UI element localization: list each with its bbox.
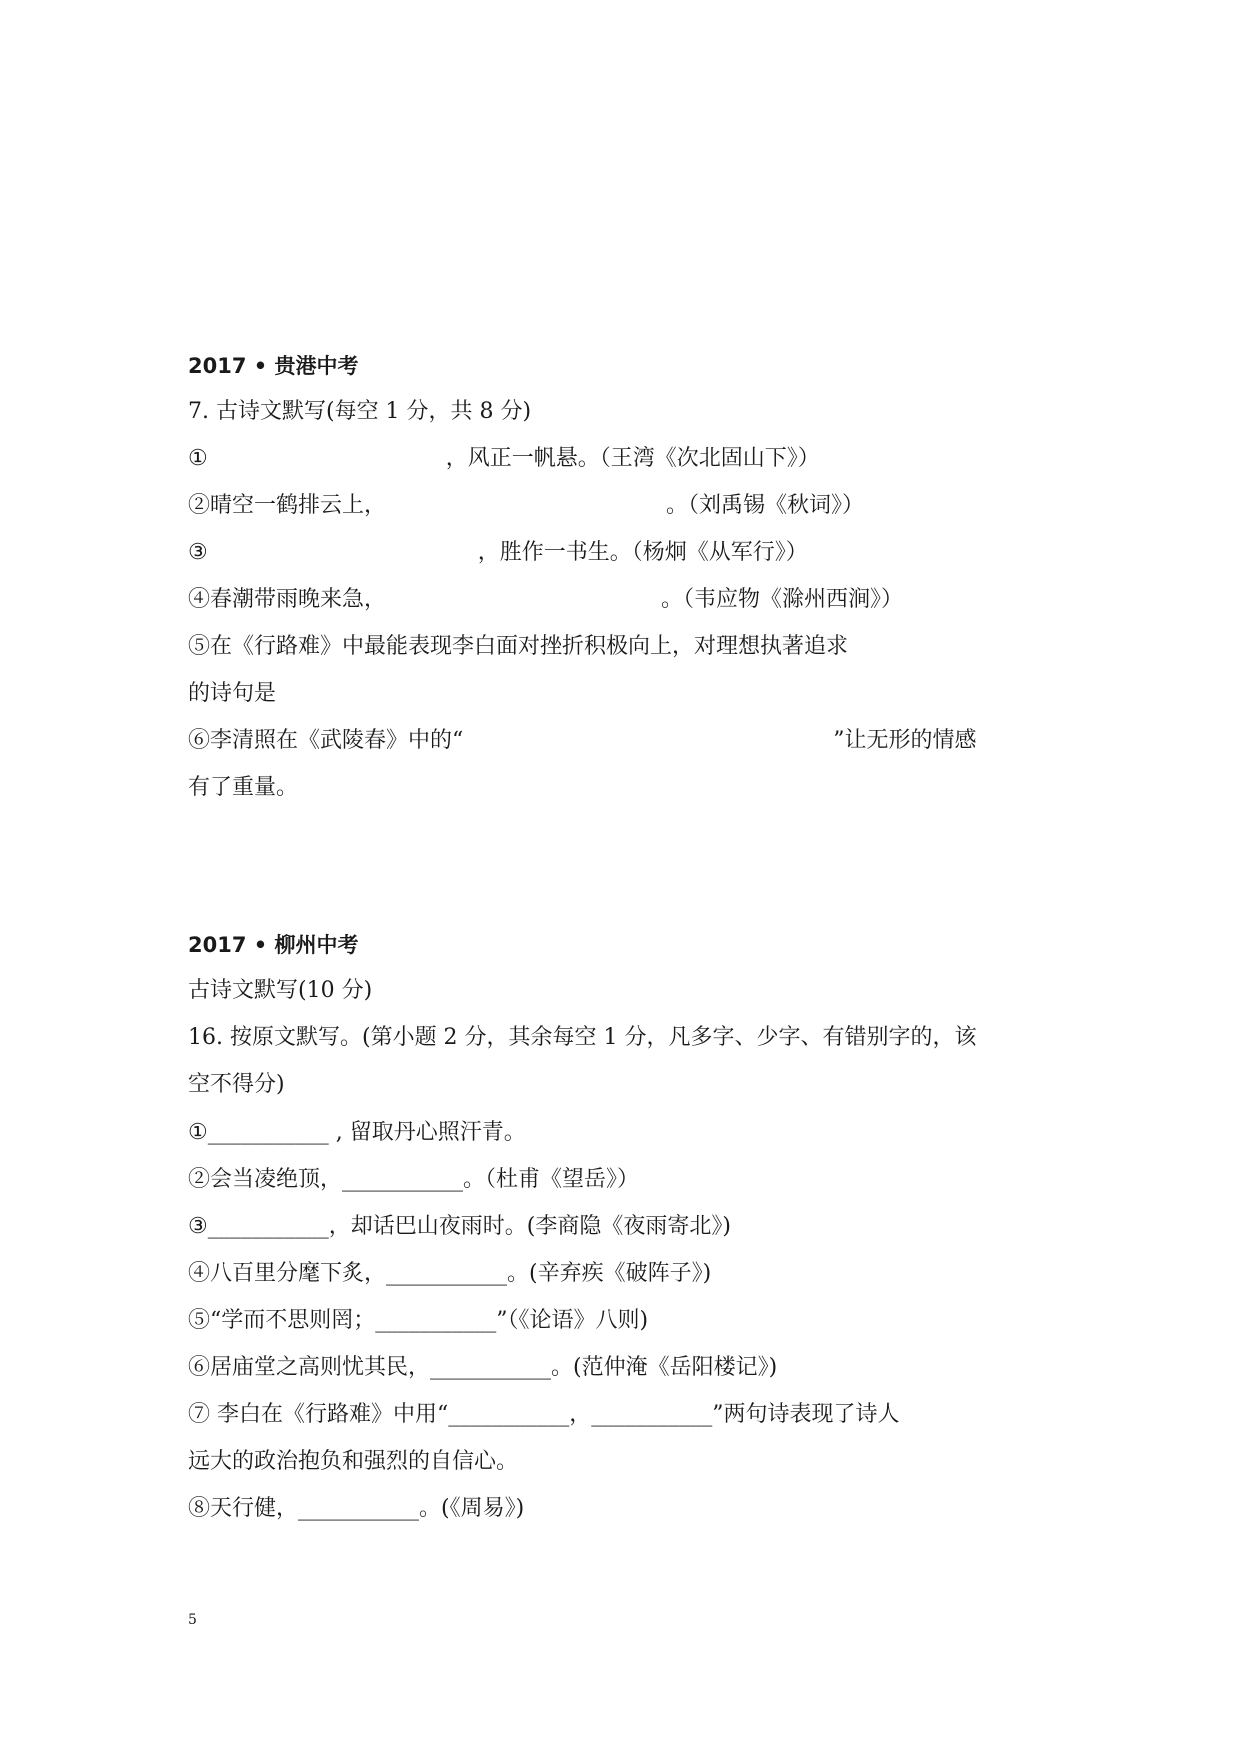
fill-item-3 [188,538,808,568]
item-text: ⑤“学而不思则罔； [188,1308,376,1333]
page-number: 5 [188,1612,197,1628]
answer-blank: ___________ [342,1167,464,1192]
fill-item-6 [188,726,977,756]
item-text: ① [188,1120,208,1145]
item-text: , 留取丹心照汗青。 [328,1120,526,1145]
fill-item-2 [188,1165,639,1195]
item-text: ”（《论语》八则) [496,1308,649,1333]
item-text: ，风正一帆悬。（王湾《次北固山下》） [445,446,820,471]
answer-blank: ___________ [298,1496,420,1521]
fill-item-1 [188,1118,526,1148]
fill-item-7-cont: 远大的政治抱负和强烈的自信心。 [188,1449,519,1474]
item-text: 。（韦应物《滁州西涧》） [661,587,904,612]
answer-blank: ___________ [207,1214,329,1239]
section-heading: 2017 • 柳州中考 [188,933,359,957]
item-text: ②晴空一鹤排云上， [188,493,387,518]
answer-blank: ___________ [430,1355,552,1380]
item-text: ③ [188,1214,208,1239]
item-text: ⑥李清照在《武陵春》中的“ [188,728,464,753]
item-number: ③ [188,540,208,565]
fill-item-2 [188,491,864,521]
fill-item-1 [188,444,820,474]
section-subtitle: 古诗文默写(10 分) [188,978,373,1003]
fill-item-5-cont: 的诗句是 [188,681,277,706]
fill-item-7 [188,1400,900,1430]
item-text: ，胜作一书生。（杨炯《从军行》） [477,540,808,565]
question-instructions-cont: 空不得分) [188,1072,285,1097]
answer-blank: ___________ [591,1402,713,1427]
item-text: ⑥居庙堂之高则忧其民， [188,1355,431,1380]
fill-item-5 [188,1306,648,1336]
item-text: ⑧天行健， [188,1496,299,1521]
item-text: 。(范仲淹《岳阳楼记》) [551,1355,778,1380]
item-text: 。（刘禹锡《秋词》） [666,493,865,518]
fill-item-4 [188,585,903,615]
item-text: 。（杜甫《望岳》） [463,1167,640,1192]
item-text: ， [569,1402,592,1427]
item-text: ④八百里分麾下炙， [188,1261,387,1286]
section-heading: 2017 • 贵港中考 [188,354,359,378]
item-text: ④春潮带雨晚来急， [188,587,387,612]
answer-blank: ___________ [386,1261,508,1286]
answer-blank: ___________ [448,1402,570,1427]
fill-item-6-cont: 有了重量。 [188,775,299,800]
fill-item-6 [188,1353,777,1383]
answer-blank: ___________ [375,1308,497,1333]
item-text: ⑦ 李白在《行路难》中用“ [188,1402,449,1427]
fill-item-3 [188,1212,731,1242]
fill-item-5: ⑤在《行路难》中最能表现李白面对挫折积极向上，对理想执著追求 [188,634,849,659]
fill-item-8 [188,1494,524,1524]
item-text: ②会当凌绝顶， [188,1167,343,1192]
item-text: 。(《周易》) [419,1496,525,1521]
item-text: 。(辛弃疾《破阵子》) [507,1261,712,1286]
answer-blank: ___________ [207,1120,329,1145]
item-text: ，却话巴山夜雨时。(李商隐《夜雨寄北》) [328,1214,731,1239]
item-number: ① [188,446,208,471]
item-text: ”让无形的情感 [833,728,977,753]
fill-item-4 [188,1259,711,1289]
question-instructions: 16. 按原文默写。(第小题 2 分，其余每空 1 分，凡多字、少字、有错别字的，该 [188,1025,977,1050]
item-text: ”两句诗表现了诗人 [712,1402,900,1427]
question-title: 7. 古诗文默写(每空 1 分，共 8 分) [188,399,532,424]
